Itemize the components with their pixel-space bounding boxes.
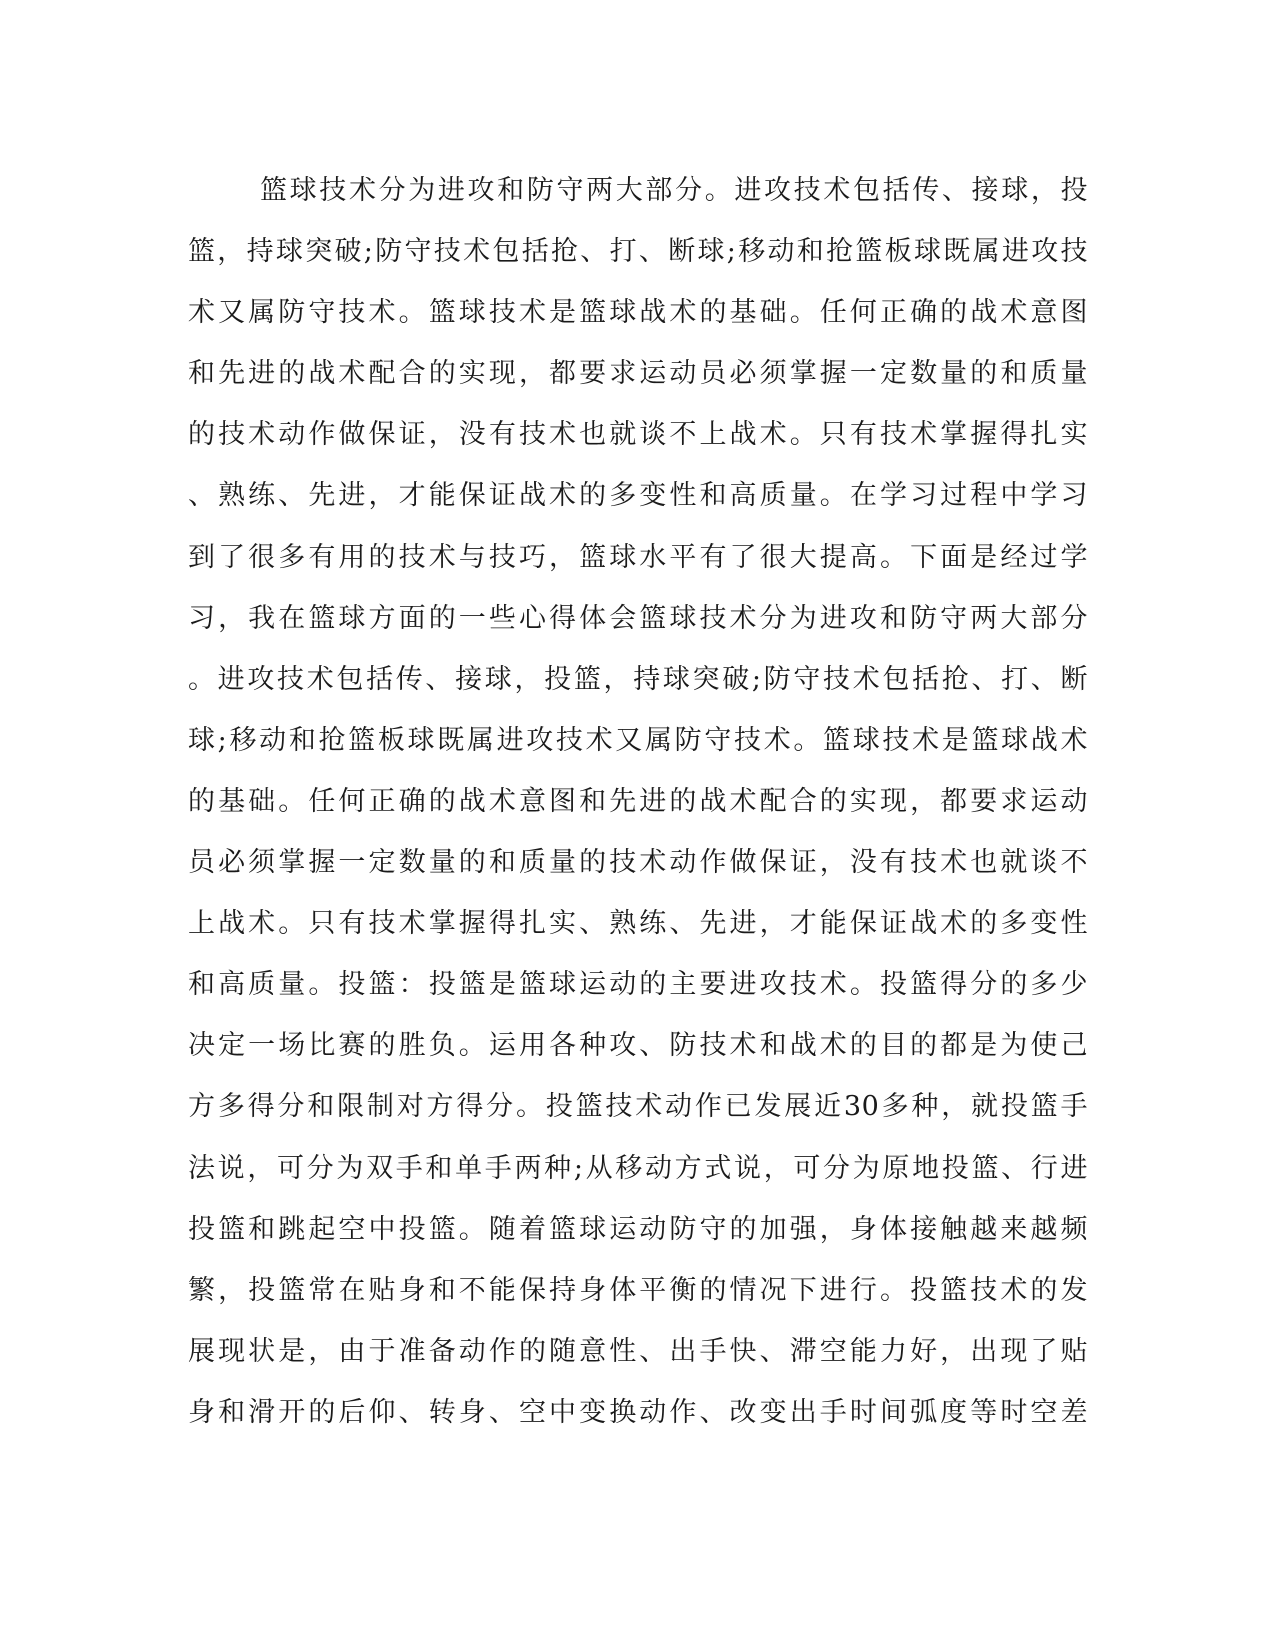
text-line: 。进攻技术包括传、接球，投篮，持球突破;防守技术包括抢、打、断	[188, 663, 1088, 695]
text-line: 繁，投篮常在贴身和不能保持身体平衡的情况下进行。投篮技术的发	[188, 1274, 1088, 1306]
text-line: 员必须掌握一定数量的和质量的技术动作做保证，没有技术也就谈不	[188, 847, 1088, 879]
text-line: 法说，可分为双手和单手两种;从移动方式说，可分为原地投篮、行进	[188, 1152, 1088, 1184]
text-line: 习，我在篮球方面的一些心得体会篮球技术分为进攻和防守两大部分	[188, 602, 1088, 634]
text-line: 篮球技术分为进攻和防守两大部分。进攻技术包括传、接球，投	[260, 175, 1088, 206]
text-line: 篮，持球突破;防守技术包括抢、打、断球;移动和抢篮板球既属进攻技	[188, 236, 1088, 268]
text-line: 到了很多有用的技术与技巧，篮球水平有了很大提高。下面是经过学	[188, 541, 1088, 573]
text-line: 身和滑开的后仰、转身、空中变换动作、改变出手时间弧度等时空差	[188, 1396, 1088, 1428]
text-line: 的技术动作做保证，没有技术也就谈不上战术。只有技术掌握得扎实	[188, 419, 1088, 451]
text-line: 决定一场比赛的胜负。运用各种攻、防技术和战术的目的都是为使己	[188, 1030, 1088, 1062]
text-line: 方多得分和限制对方得分。投篮技术动作已发展近30多种，就投篮手	[188, 1091, 1088, 1123]
text-line: 和先进的战术配合的实现，都要求运动员必须掌握一定数量的和质量	[188, 358, 1088, 390]
text-line: 上战术。只有技术掌握得扎实、熟练、先进，才能保证战术的多变性	[188, 908, 1088, 940]
text-line: 术又属防守技术。篮球技术是篮球战术的基础。任何正确的战术意图	[188, 297, 1088, 329]
text-line: 球;移动和抢篮板球既属进攻技术又属防守技术。篮球技术是篮球战术	[188, 724, 1088, 756]
text-line: 展现状是，由于准备动作的随意性、出手快、滞空能力好，出现了贴	[188, 1335, 1088, 1367]
text-line: 和高质量。投篮：投篮是篮球运动的主要进攻技术。投篮得分的多少	[188, 969, 1088, 1001]
text-line: 、熟练、先进，才能保证战术的多变性和高质量。在学习过程中学习	[188, 480, 1088, 512]
text-line: 的基础。任何正确的战术意图和先进的战术配合的实现，都要求运动	[188, 785, 1088, 817]
body-paragraph	[188, 160, 1088, 1443]
text-line: 投篮和跳起空中投篮。随着篮球运动防守的加强，身体接触越来越频	[188, 1213, 1088, 1245]
